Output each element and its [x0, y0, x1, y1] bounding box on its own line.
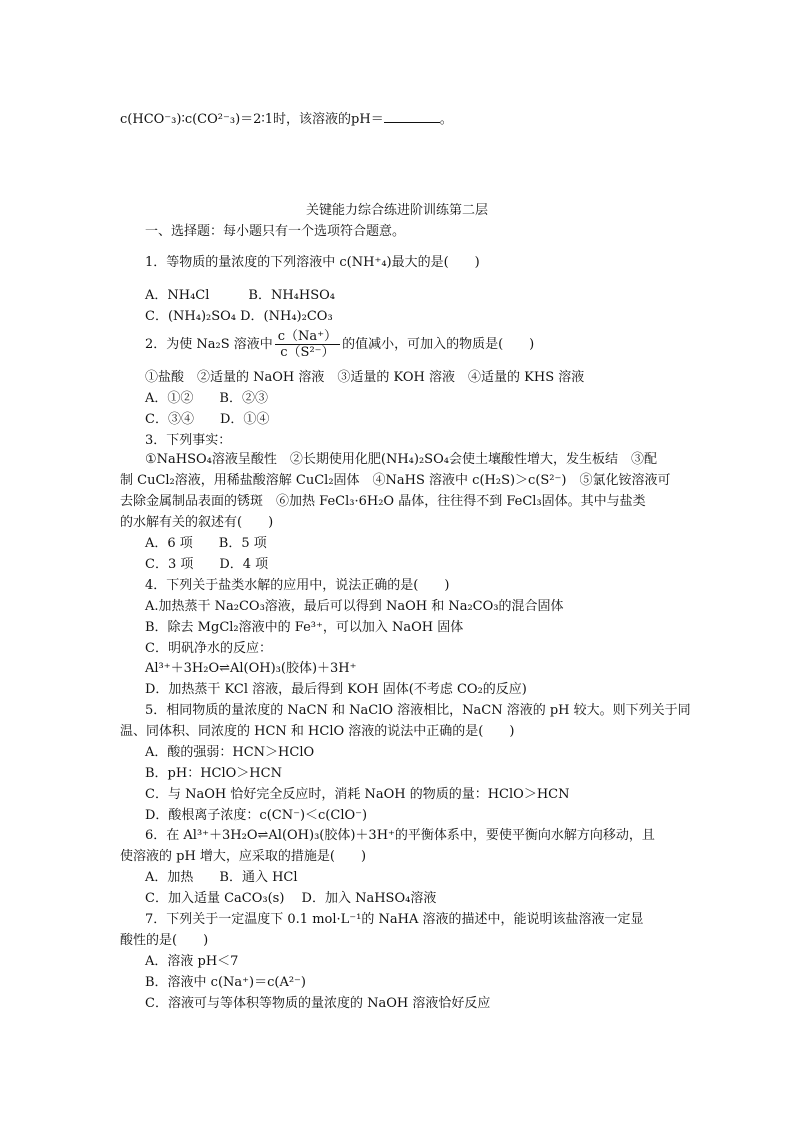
- option-line: B．除去 MgCl₂溶液中的 Fe³⁺，可以加入 NaOH 固体: [145, 620, 464, 635]
- question-line: 去除金属制品表面的锈斑 ⑥加热 FeCl₃·6H₂O 晶体，往往得不到 FeCl₃固体。其中与盐类: [120, 494, 646, 509]
- option-line: B．pH：HClO＞HCN: [145, 766, 282, 781]
- question-line: 温、同体积、同浓度的 HCN 和 HClO 溶液的说法中正确的是( ): [120, 724, 515, 739]
- option-line: C．(NH₄)₂SO₄ D．(NH₄)₂CO₃: [145, 309, 333, 324]
- option-line: A.加热蒸干 Na₂CO₃溶液，最后可以得到 NaOH 和 Na₂CO₃的混合固体: [145, 599, 564, 614]
- question-2-before: 2．为使 Na₂S 溶液中: [145, 337, 273, 352]
- question-line: 的水解有关的叙述有( ): [120, 515, 274, 530]
- question-line: 7．下列关于一定温度下 0.1 mol·L⁻¹的 NaHA 溶液的描述中，能说明该盐溶液一定显: [145, 912, 644, 927]
- question-line: 4．下列关于盐类水解的应用中，说法正确的是( ): [145, 578, 450, 593]
- fraction-denominator: c（S²⁻）: [280, 345, 335, 360]
- top-line-text: c(HCO⁻₃)∶c(CO²⁻₃)＝2∶1时，该溶液的pH＝: [120, 112, 384, 127]
- option-line: D．加热蒸干 KCl 溶液，最后得到 KOH 固体(不考虑 CO₂的反应): [145, 682, 527, 697]
- equation-line: Al³⁺＋3H₂O⇌Al(OH)₃(胶体)＋3H⁺: [145, 661, 357, 676]
- option-line: C．溶液可与等体积等物质的量浓度的 NaOH 溶液恰好反应: [145, 996, 491, 1011]
- option-line: C．明矾净水的反应：: [145, 641, 272, 656]
- option-line: C．与 NaOH 恰好完全反应时，消耗 NaOH 的物质的量：HClO＞HCN: [145, 787, 570, 802]
- question-line: 3．下列事实：: [145, 433, 232, 448]
- option-line: A．6 项 B．5 项: [145, 536, 267, 551]
- option-line: D．酸根离子浓度：c(CN⁻)＜c(ClO⁻): [145, 808, 368, 823]
- section-title: 关键能力综合练进阶训练第二层: [305, 203, 488, 218]
- answer-blank: [384, 110, 440, 123]
- option-line: A．NH₄Cl B．NH₄HSO₄: [145, 288, 336, 303]
- question-line: 酸性的是( ): [120, 933, 209, 948]
- question-line: 使溶液的 pH 增大，应采取的措施是( ): [120, 849, 367, 864]
- option-line: A．①② B．②③: [145, 391, 268, 406]
- option-line: ①盐酸 ②适量的 NaOH 溶液 ③适量的 KOH 溶液 ④适量的 KHS 溶液: [145, 370, 585, 385]
- question-line: 制 CuCl₂溶液，用稀盐酸溶解 CuCl₂固体 ④NaHS 溶液中 c(H₂S)＞c(S²⁻) ⑤氯化铵溶液可: [120, 473, 671, 488]
- option-line: A．加热 B．通入 HCl: [145, 870, 298, 885]
- option-line: C．③④ D．①④: [145, 412, 270, 427]
- section-intro: 一、选择题：每小题只有一个选项符合题意。: [145, 224, 406, 239]
- option-line: A．酸的强弱：HCN＞HClO: [145, 745, 315, 760]
- option-line: A．溶液 pH＜7: [145, 954, 239, 969]
- question-2-line: [145, 328, 534, 362]
- top-line-end: 。: [439, 112, 453, 127]
- option-line: B．溶液中 c(Na⁺)＝c(A²⁻): [145, 975, 306, 990]
- concentration-fraction: [275, 329, 340, 360]
- top-question-line: [120, 110, 453, 128]
- question-2-after: 的值减小，可加入的物质是( ): [342, 337, 535, 352]
- question-line: 1．等物质的量浓度的下列溶液中 c(NH⁺₄)最大的是( ): [145, 255, 480, 270]
- question-line: 5．相同物质的量浓度的 NaCN 和 NaClO 溶液相比，NaCN 溶液的 pH 较大。则下列关于同: [145, 703, 691, 718]
- option-line: C．加入适量 CaCO₃(s) D．加入 NaHSO₄溶液: [145, 891, 437, 906]
- option-line: C．3 项 D．4 项: [145, 557, 269, 572]
- fraction-numerator: c（Na⁺）: [275, 329, 340, 345]
- question-line: ①NaHSO₄溶液呈酸性 ②长期使用化肥(NH₄)₂SO₄会使土壤酸性增大，发生板结 ③配: [145, 452, 657, 467]
- question-line: 6．在 Al³⁺＋3H₂O⇌Al(OH)₃(胶体)＋3H⁺的平衡体系中，要使平衡向水解方向移动，且: [145, 828, 655, 843]
